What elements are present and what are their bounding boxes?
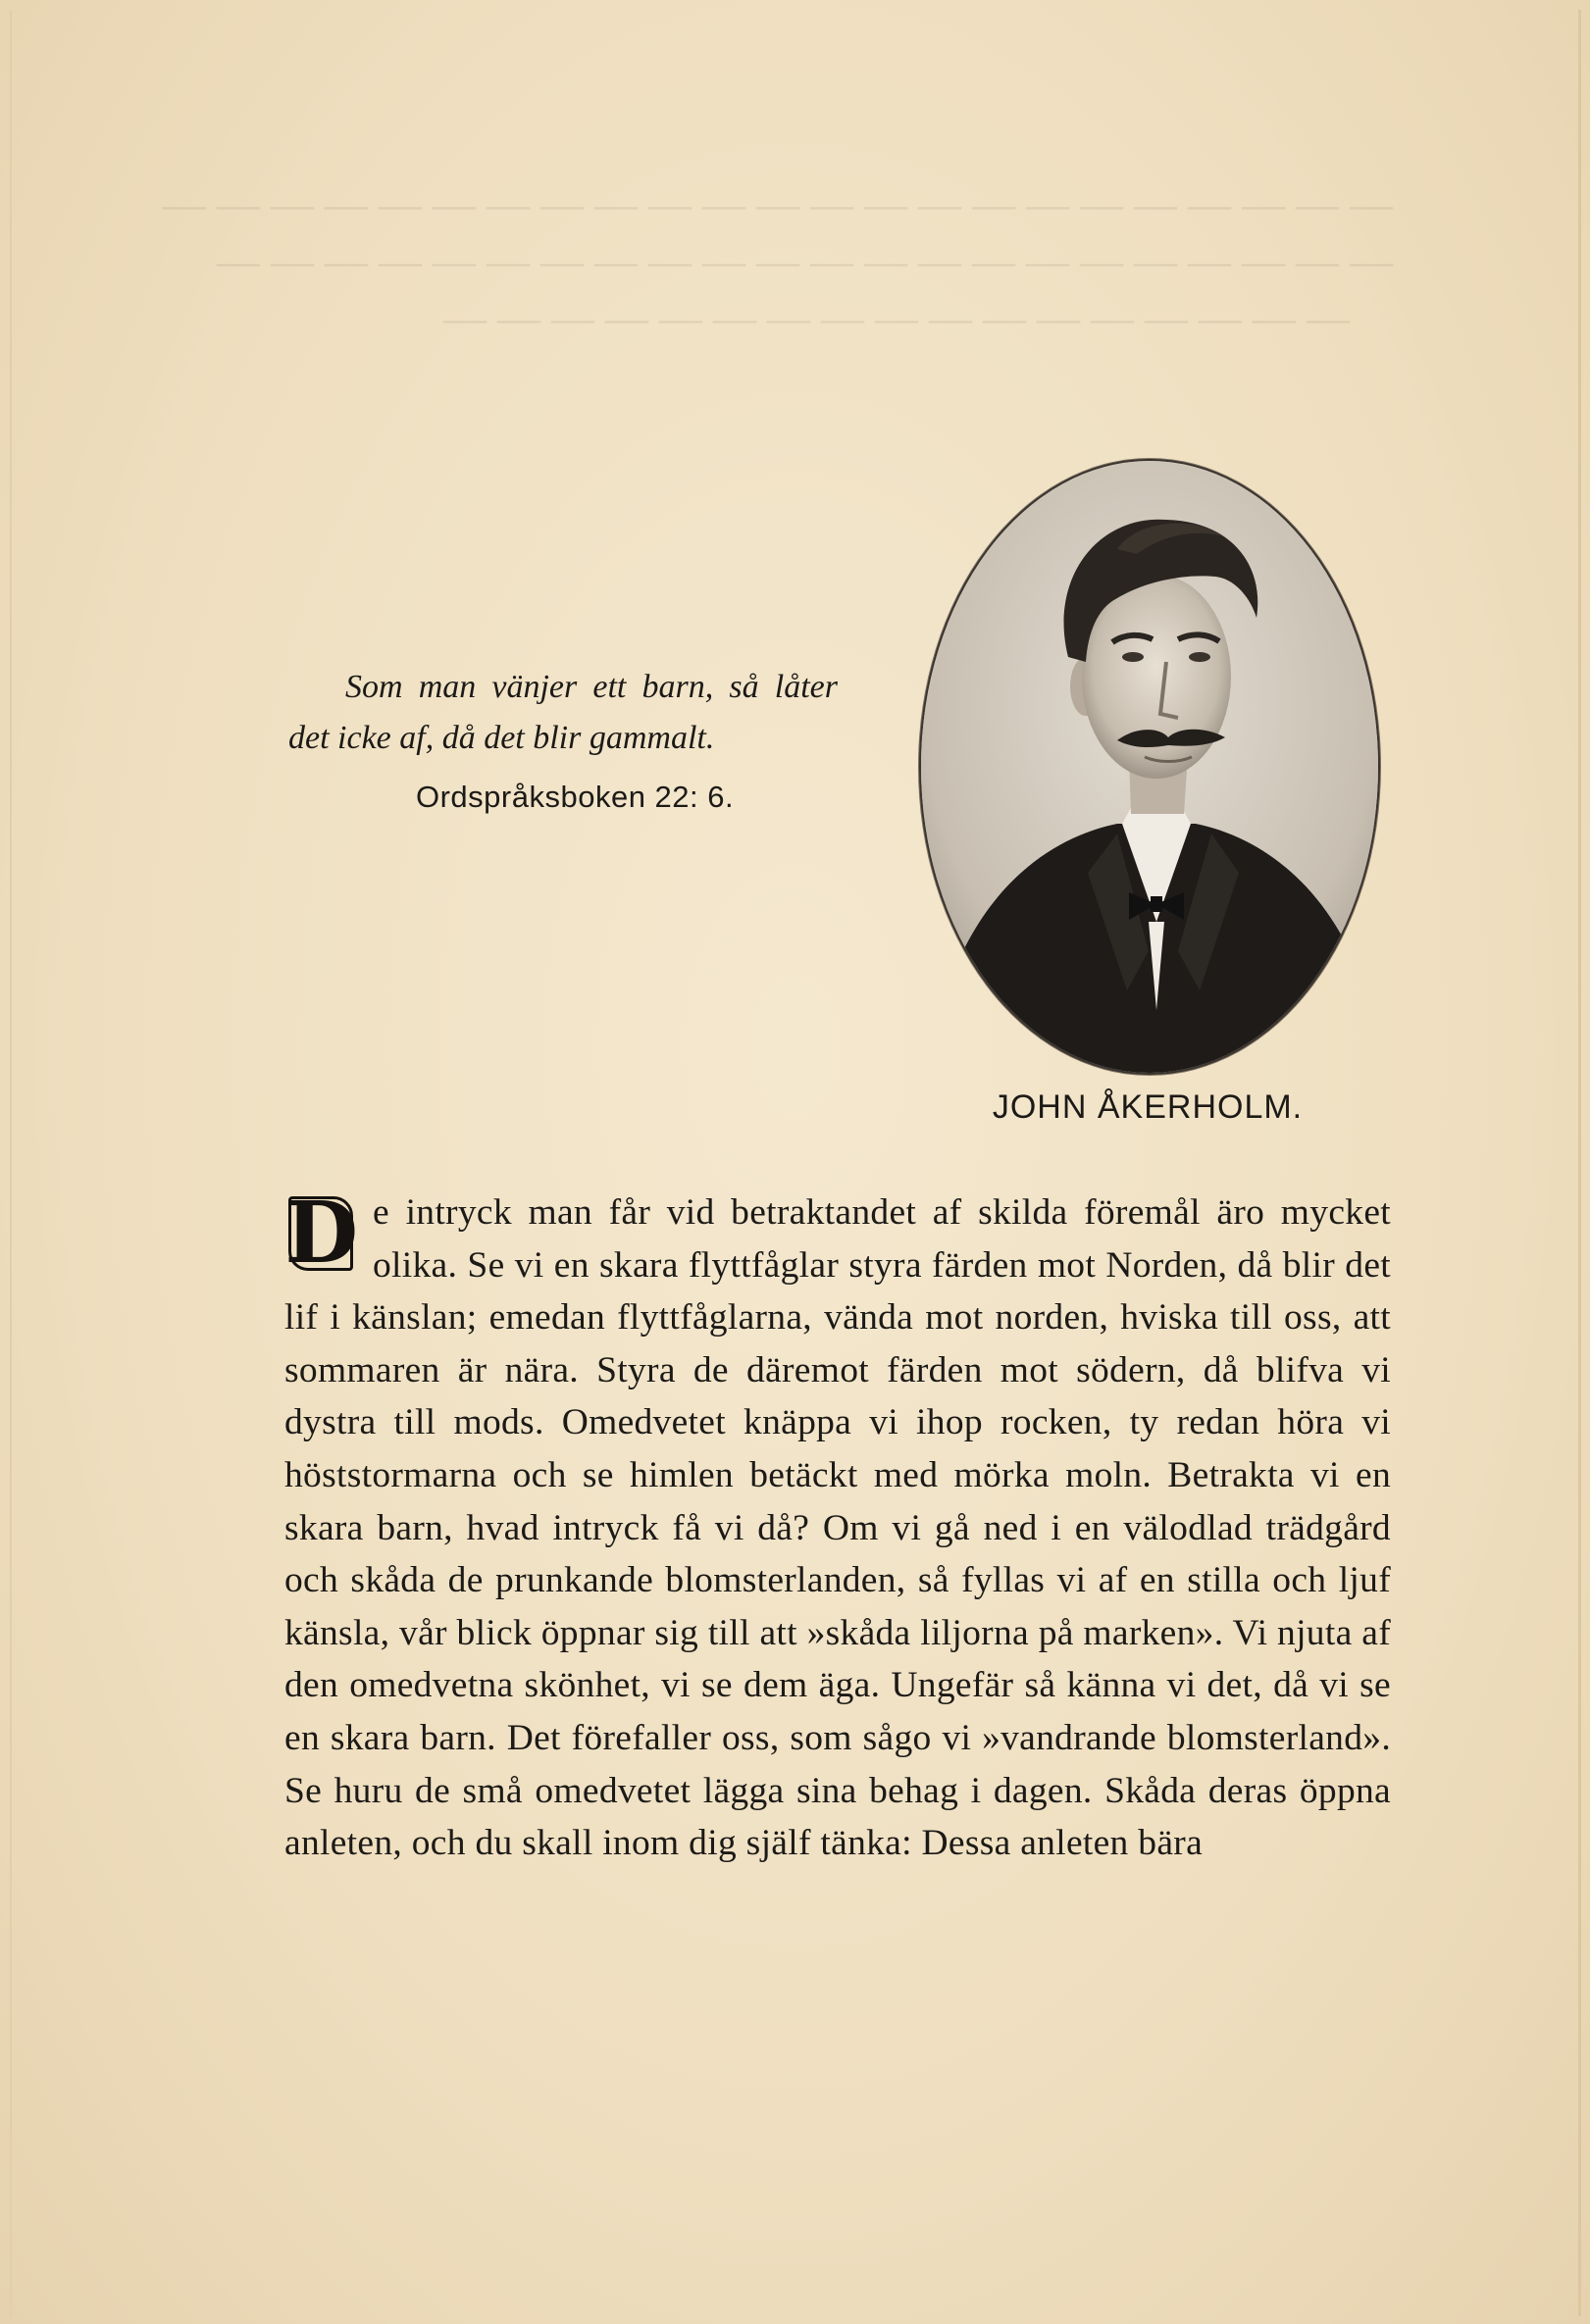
epigraph-quote: Som man vänjer ett barn, så låter det icke af, då det blir gammalt. (288, 669, 838, 756)
portrait-photo (921, 461, 1378, 1073)
portrait-image (919, 459, 1380, 1075)
bleed-through: — — — — — — — — — — — — — — — — — — — — — — — — — — — — — — — — — — — — — — — — — — — — — — — — — — — — — — — — — — — — — — (163, 180, 1393, 342)
epigraph (288, 662, 838, 823)
drop-cap (284, 1184, 359, 1283)
drop-cap-letter: D (284, 1184, 359, 1283)
article-body (284, 1184, 1391, 1870)
page-edge (10, 10, 1581, 2316)
epigraph-source: Ordspråksboken 22: 6. (416, 780, 735, 814)
portrait-caption: JOHN ÅKERHOLM. (992, 1088, 1304, 1126)
article-paragraph: e intryck man får vid betraktandet af skilda föremål äro mycket olika. Se vi en skara flyttfåglar styra färden mot Norden, då blir det lif i känslan; emedan flyttfåglarna, vända mot norden, hviska till oss, att sommaren är nära. Styra de däremot färden mot södern, då blifva vi dystra till mods. Omedvetet knäppa vi ihop rocken, ty redan höra vi höststormarna och se himlen betäckt med mörka moln. Betrakta vi en skara barn, hvad intryck få vi då? Om vi gå ned i en välodlad trädgård och skåda de prunkande blomsterlanden, så fyllas vi af en stilla och ljuf känsla, vår blick öppnar sig till att »skåda liljorna på marken». Vi njuta af den omedvetna skönhet, vi se dem äga. Ungefär så känna vi det, då vi se en skara barn. Det förefaller oss, som sågo vi »vandrande blomsterland». Se huru de små omedvetet lägga sina behag i dagen. Skåda deras öppna anleten, och du skall inom dig själf tänka: Dessa anleten bära (284, 1192, 1391, 1864)
